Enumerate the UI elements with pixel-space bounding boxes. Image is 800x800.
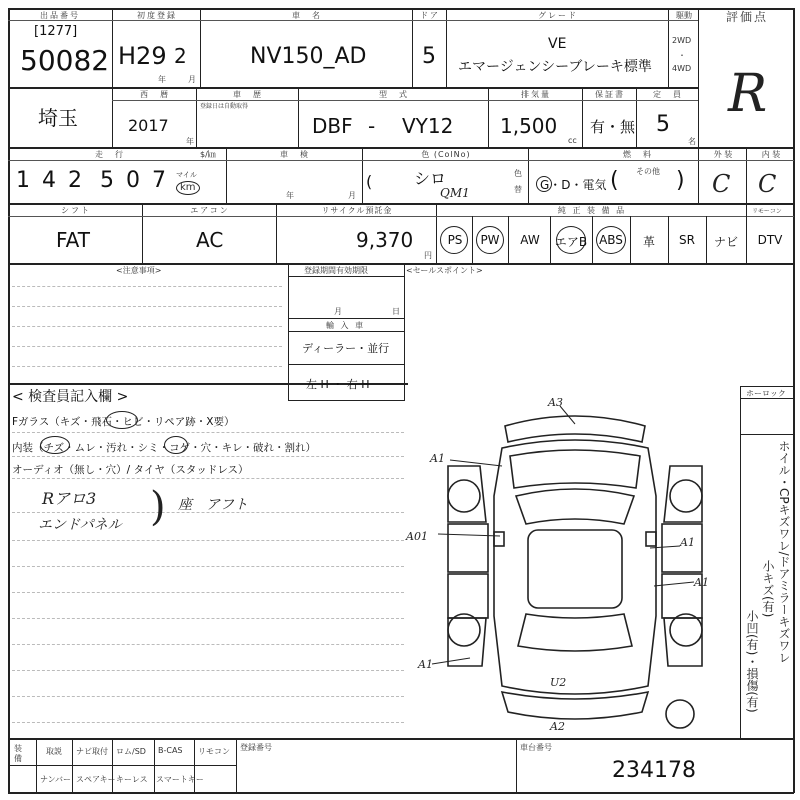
- mileage-digit: 7: [152, 168, 166, 193]
- capacity-unit: 名: [688, 137, 696, 146]
- diagram-label: A01: [406, 530, 428, 543]
- diagram-label: A1: [430, 452, 445, 465]
- hood: [510, 450, 640, 488]
- grid-line: [8, 160, 794, 161]
- grid-line: [154, 738, 155, 793]
- grid-line: [288, 331, 404, 332]
- period-label: 登録期間有効期限: [304, 266, 368, 275]
- period-month-unit: 月: [334, 307, 342, 316]
- grid-line: [740, 434, 794, 435]
- grid-line: [746, 203, 747, 263]
- equip-aw: AW: [520, 233, 540, 247]
- grid-line: [488, 87, 489, 147]
- mileage-label: 走 行: [95, 150, 125, 159]
- grid-line: [8, 765, 236, 766]
- model-label: 車 名: [292, 11, 322, 20]
- fuel-value: G・D・電気: [540, 178, 607, 192]
- first-reg-label: 初度登録: [137, 11, 177, 20]
- grid-line: [746, 147, 747, 203]
- inspector-line1: Fガラス（キズ・飛石・ヒビ・リペア跡・X要）: [12, 416, 235, 428]
- recycle-label: リサイクル預託金: [321, 206, 393, 215]
- color-code: QM1: [440, 186, 470, 200]
- grid-line: [528, 147, 529, 203]
- first-reg-month: 2: [174, 44, 187, 68]
- inspector-line: [12, 478, 404, 479]
- inspection-year-unit: 年: [286, 191, 294, 200]
- grid-line: [288, 276, 404, 277]
- import-label: 輸 入 車: [326, 321, 366, 330]
- chassis-label: 車台番号: [520, 743, 552, 752]
- mileage-suffix: $/㎞: [200, 150, 216, 159]
- recycle-value: 9,370: [356, 228, 414, 252]
- grid-line: [142, 203, 143, 263]
- grid-line: [793, 8, 795, 793]
- capacity-label: 定 員: [653, 90, 683, 99]
- shift-label: シフト: [61, 206, 91, 215]
- inspector-bracket: ): [150, 484, 166, 530]
- grid-line: [8, 792, 794, 794]
- diagram-label: A1: [680, 536, 695, 549]
- eq-item: リモコン: [198, 747, 230, 756]
- grade-line2: エマージェンシーブレーキ標準: [458, 59, 652, 75]
- diagram-label: A1: [694, 576, 709, 589]
- grid-line: [112, 8, 113, 148]
- grid-line: [740, 386, 741, 738]
- eq-item: ロム/SD: [116, 747, 146, 756]
- eq-item: B-CAS: [158, 746, 183, 755]
- equip-ps: PS: [447, 233, 463, 247]
- eq-item: スペアキー: [76, 775, 116, 784]
- dealer-value: ディーラー・並行: [302, 342, 390, 355]
- grid-line: [8, 8, 10, 793]
- drive-2wd: 2WD: [672, 36, 692, 45]
- diagram-label: A1: [418, 658, 433, 671]
- door-count: 5: [422, 44, 436, 69]
- warranty-label: 保証書: [595, 90, 625, 99]
- handle-value: 左 H ・ 右 H: [306, 378, 370, 391]
- mirror-left: [494, 532, 504, 546]
- lot-label: 出品番号: [40, 11, 80, 20]
- interior-stain-circle: [164, 436, 188, 454]
- year-label: 西 暦: [140, 90, 170, 99]
- equip-dtv: DTV: [757, 233, 783, 247]
- chassis-number: 234178: [612, 758, 696, 783]
- interior-scratch-circle: [40, 436, 70, 454]
- score-label: 評価点: [725, 10, 768, 24]
- inspector-note-1: Rアロ3: [42, 489, 97, 508]
- inspector-line: [12, 696, 404, 697]
- type-prefix: DBF: [312, 114, 353, 138]
- period-day-unit: 日: [392, 307, 400, 316]
- grid-line: [582, 87, 583, 147]
- displacement-unit: cc: [568, 136, 577, 145]
- inspection-history-label: 車 歴: [233, 90, 263, 99]
- right-legend-label: ホーロック: [746, 389, 786, 398]
- equip-pw: PW: [480, 233, 500, 247]
- grid-line: [288, 364, 404, 365]
- front-bumper: [505, 416, 645, 442]
- inspector-line: [12, 592, 404, 593]
- grid-line: [288, 263, 289, 401]
- year-unit: 年: [186, 137, 194, 146]
- inspector-note-3: 座 アフト: [178, 497, 248, 513]
- inspection-note: 登録日は自動取得: [200, 103, 249, 110]
- ac-value: AC: [196, 228, 224, 252]
- mileage-digit: 0: [126, 168, 140, 193]
- equip-abs: ABS: [599, 233, 623, 247]
- right-legend-col1: ホイル・CPキズワレ/ドアミラーキズワレ: [777, 440, 791, 664]
- body-outline: [494, 440, 656, 694]
- grid-line: [404, 263, 405, 401]
- color-value: シロ: [414, 169, 447, 188]
- spare-tire: [666, 700, 694, 728]
- fuel-paren-open: (: [610, 168, 619, 193]
- grid-line: [196, 87, 197, 147]
- equip-leather: 革: [642, 235, 655, 249]
- door-front-left: [448, 524, 488, 572]
- lot-sub-number: [1277]: [34, 24, 78, 39]
- rear-window: [518, 614, 632, 651]
- note-line: [12, 346, 282, 347]
- unit-km: km: [180, 182, 196, 193]
- grade-label: グレード: [538, 11, 578, 20]
- grid-line: [740, 386, 794, 387]
- first-reg-era-year: H29: [118, 42, 167, 70]
- inspector-note-2: エンドパネル: [38, 517, 122, 533]
- rear-bumper: [502, 692, 648, 719]
- inspection-month-unit: 月: [348, 191, 356, 200]
- region-value: 埼玉: [38, 106, 78, 130]
- mileage-digit: 5: [100, 168, 114, 193]
- capacity-value: 5: [656, 112, 670, 137]
- ac-label: エアコン: [190, 206, 230, 215]
- year-value: 2017: [128, 116, 169, 135]
- exterior-label: 外 装: [713, 150, 733, 159]
- mileage-digit: 1: [16, 168, 30, 193]
- unit-mile: マイル: [176, 171, 197, 179]
- color-label: 色 (ColNo): [421, 150, 471, 159]
- roof: [528, 530, 622, 608]
- inspector-line: [12, 566, 404, 567]
- inspection-label: 車 検: [280, 150, 310, 159]
- score-handwritten: R: [728, 64, 768, 124]
- interior-value: C: [758, 170, 777, 198]
- reg-number-label: 登録番号: [240, 743, 272, 752]
- inspector-line2: 内装（チズ・ムレ・汚れ・シミ・コゲ・穴・キレ・破れ・割れ）: [12, 442, 316, 454]
- warranty-value: 有・無: [590, 118, 636, 136]
- grid-line: [236, 738, 237, 793]
- color-change-1: 色: [514, 169, 522, 178]
- displacement-label: 排気量: [521, 90, 551, 99]
- drive-label: 駆動: [676, 11, 692, 20]
- shift-value: FAT: [56, 228, 91, 252]
- diagram-label: A3: [548, 396, 563, 409]
- grid-line: [226, 147, 227, 203]
- door-label: ドア: [420, 11, 440, 20]
- grid-line: [298, 87, 299, 147]
- inspector-line: [12, 722, 404, 723]
- fuel-label: 燃 料: [623, 150, 653, 159]
- fuel-other-label: その他: [636, 167, 660, 176]
- fglass-stone-circle: [106, 411, 138, 429]
- equipment-label: 純 正 装 備 品: [557, 206, 627, 215]
- right-legend-col2: 小キズ(有): [761, 560, 775, 618]
- equip-airbag: エアB: [554, 235, 588, 249]
- inspector-line: [12, 456, 404, 457]
- equip-head: 装備: [14, 744, 22, 763]
- eq-item: ナンバー: [40, 775, 72, 784]
- grade-line1: VE: [548, 36, 567, 52]
- mileage-digit: 2: [68, 168, 82, 193]
- inspector-line: [12, 618, 404, 619]
- color-paren: (: [366, 172, 373, 191]
- grid-line: [8, 738, 794, 740]
- type-label: 型 式: [379, 90, 409, 99]
- grid-line: [36, 738, 37, 793]
- recycle-unit: 円: [424, 251, 432, 260]
- inspector-title: < 検査員記入欄 >: [12, 389, 129, 405]
- inspector-line3: オーディオ（無し・穴）/ タイヤ（スタッドレス）: [12, 464, 249, 476]
- exterior-value: C: [712, 170, 731, 198]
- first-reg-year-unit: 年: [158, 75, 166, 84]
- grid-line: [8, 216, 794, 217]
- drive-4wd: 4WD: [672, 64, 692, 73]
- inspector-line: [12, 670, 404, 671]
- windshield: [516, 489, 634, 524]
- inspector-line: [12, 540, 404, 541]
- note-line: [12, 286, 282, 287]
- grid-line: [288, 318, 404, 319]
- mirror-right: [646, 532, 656, 546]
- right-legend-col3: 小凹(有)・損傷(有): [745, 610, 759, 713]
- eq-item: ナビ取付: [76, 747, 108, 756]
- first-reg-month-unit: 月: [188, 75, 196, 84]
- grid-line: [72, 738, 73, 793]
- door-rear-left: [448, 574, 488, 618]
- equip-sr: SR: [679, 233, 695, 247]
- grid-line: [362, 147, 363, 203]
- fuel-paren-close: ): [676, 168, 685, 193]
- grid-line: [516, 738, 517, 793]
- note-line: [12, 306, 282, 307]
- grid-line: [288, 400, 404, 401]
- type-code: VY12: [402, 114, 454, 138]
- diagram-label: A2: [550, 720, 565, 733]
- inspector-line: [12, 432, 404, 433]
- note-line: [12, 326, 282, 327]
- wheel-front-left: [448, 480, 480, 512]
- displacement-value: 1,500: [500, 114, 558, 138]
- equip-navi: ナビ: [713, 235, 738, 249]
- diagram-label: U2: [550, 676, 567, 689]
- mileage-digit: 4: [42, 168, 56, 193]
- grid-line: [508, 216, 509, 263]
- check-label: リモーコン: [752, 208, 782, 215]
- grid-line: [698, 8, 699, 204]
- eq-item: キーレス: [116, 775, 148, 784]
- eq-item: 取説: [46, 747, 62, 756]
- eq-item: スマートキー: [156, 775, 204, 784]
- wheel-front-right: [670, 480, 702, 512]
- inspector-line: [12, 644, 404, 645]
- color-change-2: 替: [514, 185, 522, 194]
- grid-line: [636, 87, 637, 147]
- note-line: [12, 366, 282, 367]
- grid-line: [436, 203, 437, 263]
- grid-line: [276, 203, 277, 263]
- caution-label: <注意事項>: [116, 266, 162, 275]
- model-name: NV150_AD: [250, 44, 367, 69]
- sales-point-label: <セールスポイント>: [406, 266, 483, 275]
- interior-label: 内 装: [761, 150, 781, 159]
- lot-number: 50082: [20, 44, 110, 77]
- drive-dot: ・: [678, 51, 686, 60]
- type-dash: -: [368, 114, 376, 138]
- car-diagram: [406, 396, 740, 736]
